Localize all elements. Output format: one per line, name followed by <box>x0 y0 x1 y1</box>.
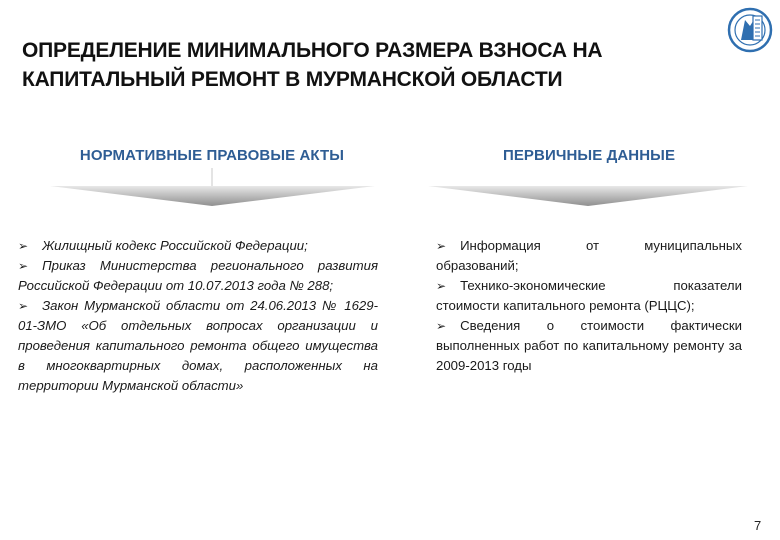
left-column-heading: НОРМАТИВНЫЕ ПРАВОВЫЕ АКТЫ <box>79 147 345 164</box>
left-chevron-arrow-icon <box>50 168 375 208</box>
list-item: ➢ Сведения о стоимости фактически выполненных работ по капитальному ремонту за 2009-2013 годы <box>436 318 742 373</box>
arrow-bullet-icon: ➢ <box>18 239 29 253</box>
page-number: 7 <box>754 518 762 533</box>
legal-acts-list <box>18 236 378 396</box>
list-item: ➢ Приказ Министерства регионального развития Российской Федерации от 10.07.2013 года № 288; <box>18 258 378 293</box>
arrow-bullet-icon: ➢ <box>18 299 29 313</box>
right-chevron-arrow-icon <box>428 168 748 208</box>
regional-emblem-icon <box>726 6 774 54</box>
list-item: ➢ Закон Мурманской области от 24.06.2013 № 1629-01-ЗМО «Об отдельных вопросах организации и проведения капитального ремонта общего имущества в многоквартирных домах, расположенных на территории Мурманской области» <box>18 298 378 393</box>
list-item: ➢ Информация от муниципальных образований; <box>436 238 742 273</box>
arrow-bullet-icon: ➢ <box>436 239 447 253</box>
page-title: ОПРЕДЕЛЕНИЕ МИНИМАЛЬНОГО РАЗМЕРА ВЗНОСА НА КАПИТАЛЬНЫЙ РЕМОНТ В МУРМАНСКОЙ ОБЛАСТИ <box>22 39 603 91</box>
list-item: ➢ Технико-экономические показатели стоимости капитального ремонта (РЦЦС); <box>436 278 742 313</box>
primary-data-list <box>436 236 742 376</box>
arrow-bullet-icon: ➢ <box>436 319 447 333</box>
right-column-heading: ПЕРВИЧНЫЕ ДАННЫЕ <box>502 147 676 164</box>
arrow-bullet-icon: ➢ <box>436 279 447 293</box>
list-item: ➢ Жилищный кодекс Российской Федерации; <box>18 236 378 256</box>
arrow-bullet-icon: ➢ <box>18 259 29 273</box>
